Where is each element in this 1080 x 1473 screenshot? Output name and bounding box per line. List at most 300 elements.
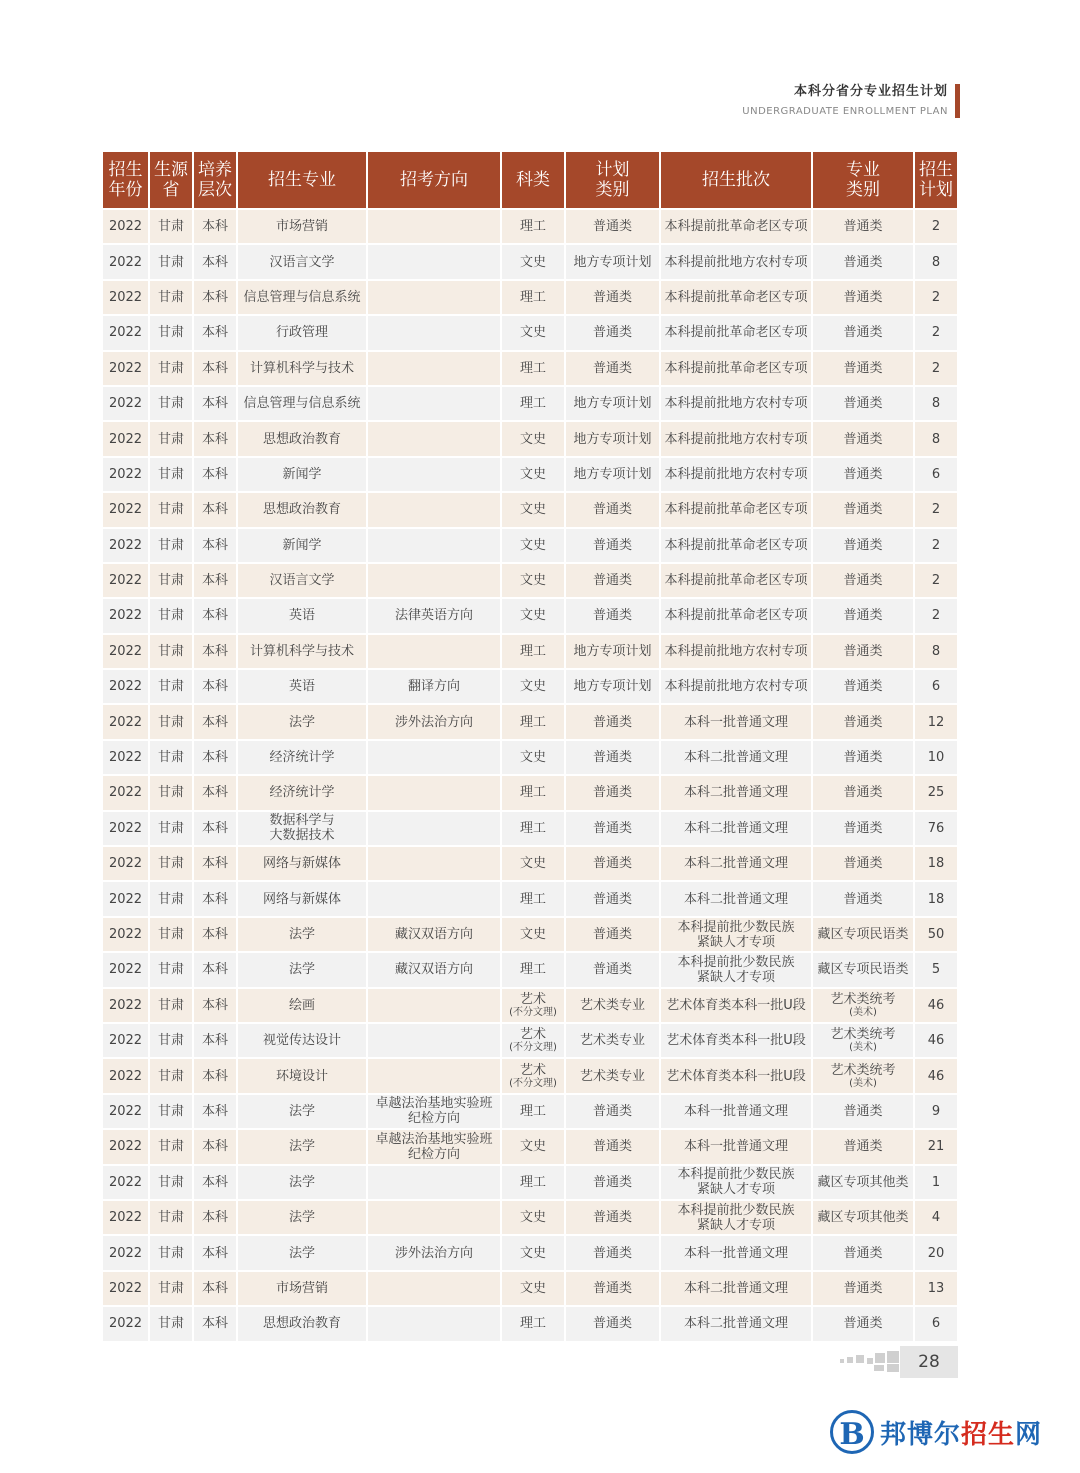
cell-province: 甘肃: [150, 1307, 192, 1340]
cell-major-type: 普通类: [813, 705, 913, 738]
cell-count: 9: [915, 1095, 957, 1128]
cell-batch: 本科提前批少数民族 紧缺人才专项: [661, 1166, 811, 1199]
cell-province: 甘肃: [150, 1236, 192, 1269]
cell-level: 本科: [194, 953, 236, 986]
cell-subject: 文史: [502, 1130, 564, 1163]
col-header-year: 招生 年份: [103, 152, 148, 208]
cell-province: 甘肃: [150, 882, 192, 915]
cell-direction: [368, 1272, 500, 1305]
cell-direction: 卓越法治基地实验班 纪检方向: [368, 1130, 500, 1163]
cell-major: 网络与新媒体: [238, 882, 366, 915]
cell-plan-type: 普通类: [566, 316, 659, 349]
cell-batch: 本科提前批地方农村专项: [661, 670, 811, 703]
cell-level: 本科: [194, 1024, 236, 1057]
cell-level: 本科: [194, 882, 236, 915]
cell-year: 2022: [103, 812, 148, 845]
cell-major: 法学: [238, 705, 366, 738]
cell-major: 市场营销: [238, 210, 366, 243]
cell-major: 网络与新媒体: [238, 847, 366, 880]
cell-direction: [368, 422, 500, 455]
cell-major: 计算机科学与技术: [238, 352, 366, 385]
header-title: 本科分省分专业招生计划: [793, 84, 948, 99]
cell-count: 2: [915, 599, 957, 632]
cell-batch: 本科提前批革命老区专项: [661, 281, 811, 314]
cell-direction: [368, 529, 500, 562]
cell-major: 计算机科学与技术: [238, 635, 366, 668]
cell-batch: 本科二批普通文理: [661, 847, 811, 880]
cell-count: 10: [915, 741, 957, 774]
col-header-count: 招生 计划: [915, 152, 957, 208]
cell-batch: 本科二批普通文理: [661, 776, 811, 809]
table-row: [103, 316, 957, 349]
cell-subject: 文史: [502, 422, 564, 455]
cell-province: 甘肃: [150, 989, 192, 1022]
cell-major-type: 普通类: [813, 1130, 913, 1163]
cell-major-type: 藏区专项民语类: [813, 918, 913, 951]
cell-direction: [368, 1059, 500, 1092]
cell-major: 思想政治教育: [238, 422, 366, 455]
page-number: 28: [900, 1346, 958, 1378]
cell-province: 甘肃: [150, 635, 192, 668]
col-header-province: 生源 省: [150, 152, 192, 208]
cell-province: 甘肃: [150, 1024, 192, 1057]
cell-province: 甘肃: [150, 352, 192, 385]
cell-province: 甘肃: [150, 458, 192, 491]
cell-subject: 理工: [502, 776, 564, 809]
cell-major-type: 普通类: [813, 741, 913, 774]
cell-major-type: 艺术类统考 (美术): [813, 989, 913, 1022]
cell-direction: [368, 1201, 500, 1234]
cell-count: 18: [915, 882, 957, 915]
cell-year: 2022: [103, 316, 148, 349]
cell-batch: 本科二批普通文理: [661, 741, 811, 774]
cell-plan-type: 地方专项计划: [566, 635, 659, 668]
cell-count: 2: [915, 281, 957, 314]
cell-year: 2022: [103, 953, 148, 986]
table-row: [103, 635, 957, 668]
cell-major: 经济统计学: [238, 776, 366, 809]
cell-major-type: 普通类: [813, 1307, 913, 1340]
cell-level: 本科: [194, 847, 236, 880]
table-row: [103, 352, 957, 385]
table-row: [103, 564, 957, 597]
header-accent-bar: [955, 84, 960, 118]
table-row: [103, 1201, 957, 1234]
cell-level: 本科: [194, 1307, 236, 1340]
cell-year: 2022: [103, 245, 148, 278]
cell-major-type: 艺术类统考 (美术): [813, 1024, 913, 1057]
cell-province: 甘肃: [150, 281, 192, 314]
cell-plan-type: 地方专项计划: [566, 387, 659, 420]
cell-count: 13: [915, 1272, 957, 1305]
cell-plan-type: 普通类: [566, 1166, 659, 1199]
cell-count: 6: [915, 458, 957, 491]
table-row: [103, 705, 957, 738]
table-row: [103, 387, 957, 420]
cell-major: 经济统计学: [238, 741, 366, 774]
cell-batch: 艺术体育类本科一批U段: [661, 1024, 811, 1057]
cell-level: 本科: [194, 670, 236, 703]
cell-plan-type: 普通类: [566, 918, 659, 951]
table-row: [103, 1130, 957, 1163]
cell-count: 2: [915, 316, 957, 349]
cell-major: 法学: [238, 1166, 366, 1199]
cell-direction: 藏汉双语方向: [368, 953, 500, 986]
cell-province: 甘肃: [150, 1272, 192, 1305]
cell-count: 46: [915, 989, 957, 1022]
cell-direction: [368, 493, 500, 526]
cell-year: 2022: [103, 422, 148, 455]
cell-province: 甘肃: [150, 245, 192, 278]
cell-major: 信息管理与信息系统: [238, 387, 366, 420]
cell-level: 本科: [194, 1236, 236, 1269]
cell-subject: 文史: [502, 1272, 564, 1305]
cell-batch: 本科提前批革命老区专项: [661, 529, 811, 562]
cell-count: 8: [915, 422, 957, 455]
cell-count: 5: [915, 953, 957, 986]
cell-major-type: 普通类: [813, 882, 913, 915]
cell-direction: [368, 1307, 500, 1340]
cell-subject: 理工: [502, 1095, 564, 1128]
cell-direction: [368, 882, 500, 915]
cell-major-type: 普通类: [813, 245, 913, 278]
cell-batch: 本科提前批革命老区专项: [661, 352, 811, 385]
cell-year: 2022: [103, 1236, 148, 1269]
col-header-major-type: 专业 类别: [813, 152, 913, 208]
cell-batch: 本科提前批少数民族 紧缺人才专项: [661, 953, 811, 986]
cell-direction: [368, 1166, 500, 1199]
cell-subject: 理工: [502, 882, 564, 915]
cell-major: 市场营销: [238, 1272, 366, 1305]
cell-batch: 本科二批普通文理: [661, 812, 811, 845]
cell-major: 英语: [238, 599, 366, 632]
cell-major: 汉语言文学: [238, 245, 366, 278]
cell-count: 6: [915, 1307, 957, 1340]
cell-province: 甘肃: [150, 493, 192, 526]
cell-level: 本科: [194, 210, 236, 243]
cell-subject: 文史: [502, 245, 564, 278]
cell-count: 50: [915, 918, 957, 951]
cell-level: 本科: [194, 1201, 236, 1234]
cell-level: 本科: [194, 281, 236, 314]
table-row: [103, 812, 957, 845]
cell-batch: 本科提前批地方农村专项: [661, 458, 811, 491]
cell-subject: 文史: [502, 1236, 564, 1269]
cell-batch: 本科提前批革命老区专项: [661, 493, 811, 526]
cell-level: 本科: [194, 599, 236, 632]
cell-direction: [368, 776, 500, 809]
table-row: [103, 1166, 957, 1199]
cell-major-type: 普通类: [813, 599, 913, 632]
cell-plan-type: 普通类: [566, 882, 659, 915]
cell-major: 法学: [238, 1236, 366, 1269]
cell-count: 4: [915, 1201, 957, 1234]
cell-level: 本科: [194, 422, 236, 455]
cell-batch: 本科提前批地方农村专项: [661, 387, 811, 420]
cell-province: 甘肃: [150, 422, 192, 455]
cell-plan-type: 普通类: [566, 564, 659, 597]
table-row: [103, 918, 957, 951]
cell-province: 甘肃: [150, 1130, 192, 1163]
cell-major-type: 藏区专项其他类: [813, 1166, 913, 1199]
cell-plan-type: 普通类: [566, 599, 659, 632]
watermark: [830, 1408, 1042, 1456]
cell-level: 本科: [194, 776, 236, 809]
cell-province: 甘肃: [150, 670, 192, 703]
cell-level: 本科: [194, 1095, 236, 1128]
cell-direction: 卓越法治基地实验班 纪检方向: [368, 1095, 500, 1128]
cell-subject: 艺术 (不分文理): [502, 1059, 564, 1092]
cell-count: 1: [915, 1166, 957, 1199]
cell-level: 本科: [194, 316, 236, 349]
cell-count: 2: [915, 529, 957, 562]
table-row: [103, 847, 957, 880]
cell-year: 2022: [103, 1166, 148, 1199]
cell-count: 25: [915, 776, 957, 809]
cell-plan-type: 普通类: [566, 1130, 659, 1163]
cell-major-type: 普通类: [813, 776, 913, 809]
table-row: [103, 281, 957, 314]
table-row: [103, 1236, 957, 1269]
cell-plan-type: 普通类: [566, 1201, 659, 1234]
cell-level: 本科: [194, 352, 236, 385]
cell-year: 2022: [103, 705, 148, 738]
cell-batch: 本科一批普通文理: [661, 1236, 811, 1269]
cell-count: 2: [915, 493, 957, 526]
cell-year: 2022: [103, 458, 148, 491]
cell-batch: 本科提前批革命老区专项: [661, 210, 811, 243]
cell-province: 甘肃: [150, 1095, 192, 1128]
cell-year: 2022: [103, 529, 148, 562]
cell-subject: 文史: [502, 918, 564, 951]
cell-major: 新闻学: [238, 529, 366, 562]
cell-year: 2022: [103, 564, 148, 597]
cell-count: 2: [915, 352, 957, 385]
cell-level: 本科: [194, 1130, 236, 1163]
cell-batch: 本科提前批少数民族 紧缺人才专项: [661, 1201, 811, 1234]
table-header-row: [103, 152, 957, 208]
cell-batch: 艺术体育类本科一批U段: [661, 1059, 811, 1092]
cell-subject: 文史: [502, 1201, 564, 1234]
cell-plan-type: 普通类: [566, 705, 659, 738]
cell-subject: 理工: [502, 635, 564, 668]
col-header-direction: 招考方向: [368, 152, 500, 208]
cell-batch: 本科提前批革命老区专项: [661, 599, 811, 632]
cell-major: 行政管理: [238, 316, 366, 349]
cell-count: 2: [915, 564, 957, 597]
cell-plan-type: 艺术类专业: [566, 1059, 659, 1092]
cell-count: 20: [915, 1236, 957, 1269]
cell-major-type: 普通类: [813, 458, 913, 491]
cell-plan-type: 普通类: [566, 741, 659, 774]
cell-year: 2022: [103, 1095, 148, 1128]
cell-province: 甘肃: [150, 387, 192, 420]
cell-count: 8: [915, 387, 957, 420]
table-row: [103, 422, 957, 455]
cell-province: 甘肃: [150, 1059, 192, 1092]
cell-subject: 理工: [502, 705, 564, 738]
cell-subject: 理工: [502, 210, 564, 243]
cell-major: 绘画: [238, 989, 366, 1022]
cell-direction: [368, 812, 500, 845]
cell-batch: 本科提前批地方农村专项: [661, 245, 811, 278]
table-row: [103, 882, 957, 915]
table-row: [103, 1059, 957, 1092]
cell-subject: 理工: [502, 387, 564, 420]
cell-plan-type: 艺术类专业: [566, 989, 659, 1022]
cell-major: 法学: [238, 1201, 366, 1234]
cell-plan-type: 普通类: [566, 1236, 659, 1269]
cell-level: 本科: [194, 741, 236, 774]
cell-level: 本科: [194, 458, 236, 491]
table-row: [103, 741, 957, 774]
cell-province: 甘肃: [150, 705, 192, 738]
cell-direction: [368, 352, 500, 385]
cell-major-type: 普通类: [813, 847, 913, 880]
cell-major: 英语: [238, 670, 366, 703]
table-row: [103, 1272, 957, 1305]
cell-major: 法学: [238, 1130, 366, 1163]
cell-subject: 理工: [502, 812, 564, 845]
cell-batch: 本科提前批少数民族 紧缺人才专项: [661, 918, 811, 951]
cell-year: 2022: [103, 1059, 148, 1092]
cell-major: 环境设计: [238, 1059, 366, 1092]
cell-plan-type: 普通类: [566, 352, 659, 385]
cell-plan-type: 普通类: [566, 1307, 659, 1340]
cell-direction: [368, 281, 500, 314]
cell-major-type: 普通类: [813, 1272, 913, 1305]
cell-direction: [368, 741, 500, 774]
cell-major-type: 普通类: [813, 670, 913, 703]
cell-batch: 本科二批普通文理: [661, 1307, 811, 1340]
cell-count: 21: [915, 1130, 957, 1163]
cell-direction: 翻译方向: [368, 670, 500, 703]
cell-subject: 艺术 (不分文理): [502, 1024, 564, 1057]
cell-direction: [368, 210, 500, 243]
cell-year: 2022: [103, 1307, 148, 1340]
cell-subject: 文史: [502, 564, 564, 597]
cell-year: 2022: [103, 493, 148, 526]
cell-year: 2022: [103, 1130, 148, 1163]
cell-direction: [368, 458, 500, 491]
cell-batch: 本科提前批革命老区专项: [661, 564, 811, 597]
cell-plan-type: 普通类: [566, 1095, 659, 1128]
cell-major-type: 普通类: [813, 387, 913, 420]
cell-major-type: 普通类: [813, 493, 913, 526]
cell-subject: 艺术 (不分文理): [502, 989, 564, 1022]
cell-year: 2022: [103, 1272, 148, 1305]
cell-subject: 文史: [502, 670, 564, 703]
cell-major: 思想政治教育: [238, 1307, 366, 1340]
table-row: [103, 245, 957, 278]
cell-direction: 法律英语方向: [368, 599, 500, 632]
table-row: [103, 529, 957, 562]
cell-count: 76: [915, 812, 957, 845]
cell-level: 本科: [194, 989, 236, 1022]
cell-subject: 文史: [502, 316, 564, 349]
cell-level: 本科: [194, 245, 236, 278]
cell-year: 2022: [103, 352, 148, 385]
cell-major-type: 普通类: [813, 564, 913, 597]
cell-batch: 本科一批普通文理: [661, 1095, 811, 1128]
cell-direction: [368, 847, 500, 880]
table-row: [103, 953, 957, 986]
cell-plan-type: 普通类: [566, 812, 659, 845]
cell-count: 12: [915, 705, 957, 738]
cell-major: 法学: [238, 953, 366, 986]
cell-level: 本科: [194, 387, 236, 420]
table-row: [103, 1307, 957, 1340]
cell-batch: 本科一批普通文理: [661, 705, 811, 738]
cell-plan-type: 普通类: [566, 210, 659, 243]
table-row: [103, 458, 957, 491]
cell-plan-type: 地方专项计划: [566, 245, 659, 278]
cell-major: 思想政治教育: [238, 493, 366, 526]
cell-plan-type: 普通类: [566, 493, 659, 526]
cell-subject: 理工: [502, 1307, 564, 1340]
cell-plan-type: 地方专项计划: [566, 670, 659, 703]
cell-major-type: 普通类: [813, 281, 913, 314]
cell-batch: 本科提前批革命老区专项: [661, 316, 811, 349]
cell-major: 视觉传达设计: [238, 1024, 366, 1057]
cell-year: 2022: [103, 741, 148, 774]
cell-level: 本科: [194, 705, 236, 738]
cell-province: 甘肃: [150, 1166, 192, 1199]
cell-subject: 理工: [502, 1166, 564, 1199]
cell-province: 甘肃: [150, 847, 192, 880]
cell-year: 2022: [103, 281, 148, 314]
cell-batch: 本科二批普通文理: [661, 1272, 811, 1305]
cell-major: 信息管理与信息系统: [238, 281, 366, 314]
cell-batch: 本科提前批地方农村专项: [661, 422, 811, 455]
cell-province: 甘肃: [150, 564, 192, 597]
cell-level: 本科: [194, 1059, 236, 1092]
cell-subject: 文史: [502, 529, 564, 562]
cell-major-type: 普通类: [813, 1236, 913, 1269]
cell-plan-type: 地方专项计划: [566, 422, 659, 455]
cell-plan-type: 地方专项计划: [566, 458, 659, 491]
cell-subject: 文史: [502, 458, 564, 491]
cell-major-type: 普通类: [813, 316, 913, 349]
cell-major-type: 普通类: [813, 812, 913, 845]
cell-major-type: 普通类: [813, 529, 913, 562]
col-header-level: 培养 层次: [194, 152, 236, 208]
cell-major-type: 普通类: [813, 210, 913, 243]
cell-plan-type: 普通类: [566, 776, 659, 809]
watermark-text: 邦博尔招生网: [880, 1419, 1043, 1450]
cell-direction: 涉外法治方向: [368, 1236, 500, 1269]
cell-province: 甘肃: [150, 316, 192, 349]
cell-major-type: 普通类: [813, 352, 913, 385]
cell-direction: [368, 564, 500, 597]
cell-province: 甘肃: [150, 953, 192, 986]
cell-batch: 本科一批普通文理: [661, 1130, 811, 1163]
cell-subject: 文史: [502, 599, 564, 632]
table-body: [103, 210, 957, 1341]
cell-major: 法学: [238, 918, 366, 951]
cell-province: 甘肃: [150, 812, 192, 845]
cell-direction: [368, 316, 500, 349]
cell-year: 2022: [103, 882, 148, 915]
table-row: [103, 210, 957, 243]
col-header-major: 招生专业: [238, 152, 366, 208]
cell-year: 2022: [103, 387, 148, 420]
cell-batch: 艺术体育类本科一批U段: [661, 989, 811, 1022]
cell-year: 2022: [103, 670, 148, 703]
cell-subject: 文史: [502, 847, 564, 880]
cell-year: 2022: [103, 1024, 148, 1057]
cell-plan-type: 普通类: [566, 1272, 659, 1305]
